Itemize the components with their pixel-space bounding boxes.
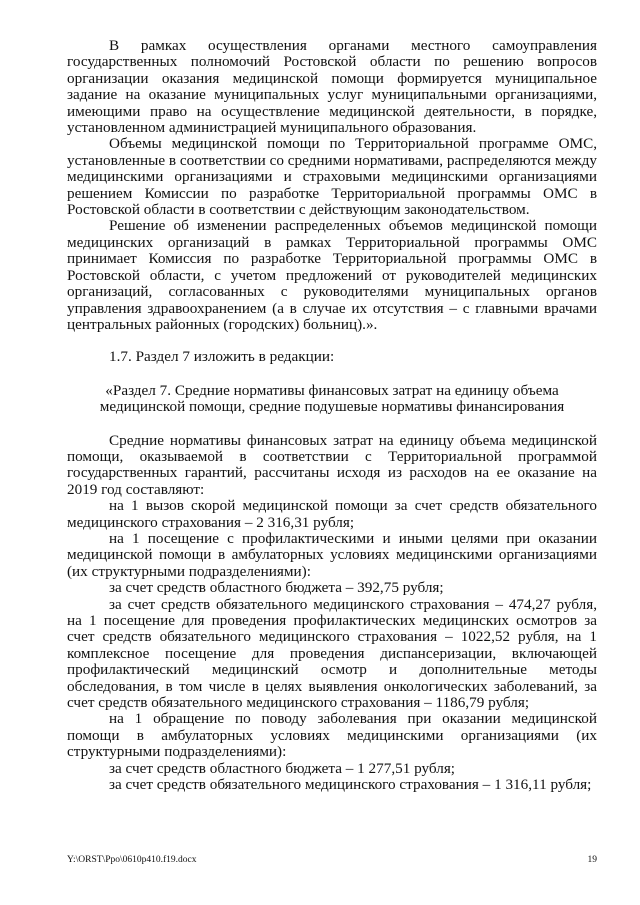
paragraph-regional-budget-appeal: за счет средств областного бюджета – 1 277,51 рубля; xyxy=(109,759,456,777)
paragraph-preventive-visit: на 1 посещение с профилактическими и иными целями при оказании медицинской помощи в амбулаторных условиях медицинскими организациями (их структурными подразделениями): xyxy=(67,529,597,580)
section-title-line-1: «Раздел 7. Средние нормативы финансовых затрат на единицу объема xyxy=(105,381,559,399)
page-footer xyxy=(67,855,597,865)
document-body xyxy=(67,38,597,793)
paragraph-municipal-task: В рамках осуществления органами местного самоуправления государственных полномочий Ростовской области по решению вопросов организации оказания медицинской помощи формируется муниципальное задание на оказание муниципальных услуг муниципальными организациями, имеющими право на осуществление медицинской деятельности, в порядке, установленном администрацией муниципального образования. xyxy=(67,37,597,137)
paragraph-ambulance-call: на 1 вызов скорой медицинской помощи за счет средств обязательного медицинского страхования – 2 316,31 рубля; xyxy=(67,497,597,531)
section-title-line-2: медицинской помощи, средние подушевые нормативы финансирования xyxy=(99,398,565,416)
footer-file-path: Y:\ORST\Ppo\0610p410.f19.docx xyxy=(67,855,197,865)
paragraph-disease-appeal: на 1 обращение по поводу заболевания при оказании медицинской помощи в амбулаторных условиях медицинскими организациями (их структурными подразделениями): xyxy=(67,710,597,761)
paragraph-oms-visit: за счет средств обязательного медицинского страхования – 474,27 рубля, на 1 посещение для проведения профилактических медицинских осмотров за счет средств обязательного медицинского страхования – 1022,52 рубля, на 1 комплексное посещение для проведения диспансеризации, включающей профилактический медицинский осмотр и дополнительные методы обследования, в том числе в целях выявления онкологических заболеваний, за счет средств обязательного медицинского страхования – 1186,79 рубля; xyxy=(67,595,597,712)
page-number: 19 xyxy=(587,855,597,865)
paragraph-section-7-amendment: 1.7. Раздел 7 изложить в редакции: xyxy=(109,348,335,366)
paragraph-regional-budget-visit: за счет средств областного бюджета – 392,75 рубля; xyxy=(109,579,444,597)
paragraph-oms-volumes: Объемы медицинской помощи по Территориальной программе ОМС, установленные в соответствии со средними нормативами, распределяются между медицинскими организациями и страховыми медицинскими организациями решением Комиссии по разработке Территориальной программы ОМС в Ростовской области в соответствии с действующим законодательством. xyxy=(67,135,597,219)
paragraph-oms-appeal: за счет средств обязательного медицинского страхования – 1 316,11 рубля; xyxy=(109,776,592,794)
paragraph-cost-norms-intro: Средние нормативы финансовых затрат на единицу объема медицинской помощи, оказываемой в соответствии с Территориальной программой государственных гарантий, рассчитаны исходя из расходов на ее оказание на 2019 год составляют: xyxy=(67,431,597,498)
paragraph-volume-change-decision: Решение об изменении распределенных объемов медицинской помощи медицинских организаций в рамках Территориальной программы ОМС принимает Комиссия по разработке Территориальной программы ОМС в Ростовской области, с учетом предложений от руководителей медицинских организаций, согласованных с руководителями муниципальных органов управления здравоохранением (а в случае их отсутствия – с главными врачами центральных районных (городских) больниц).». xyxy=(67,217,597,333)
